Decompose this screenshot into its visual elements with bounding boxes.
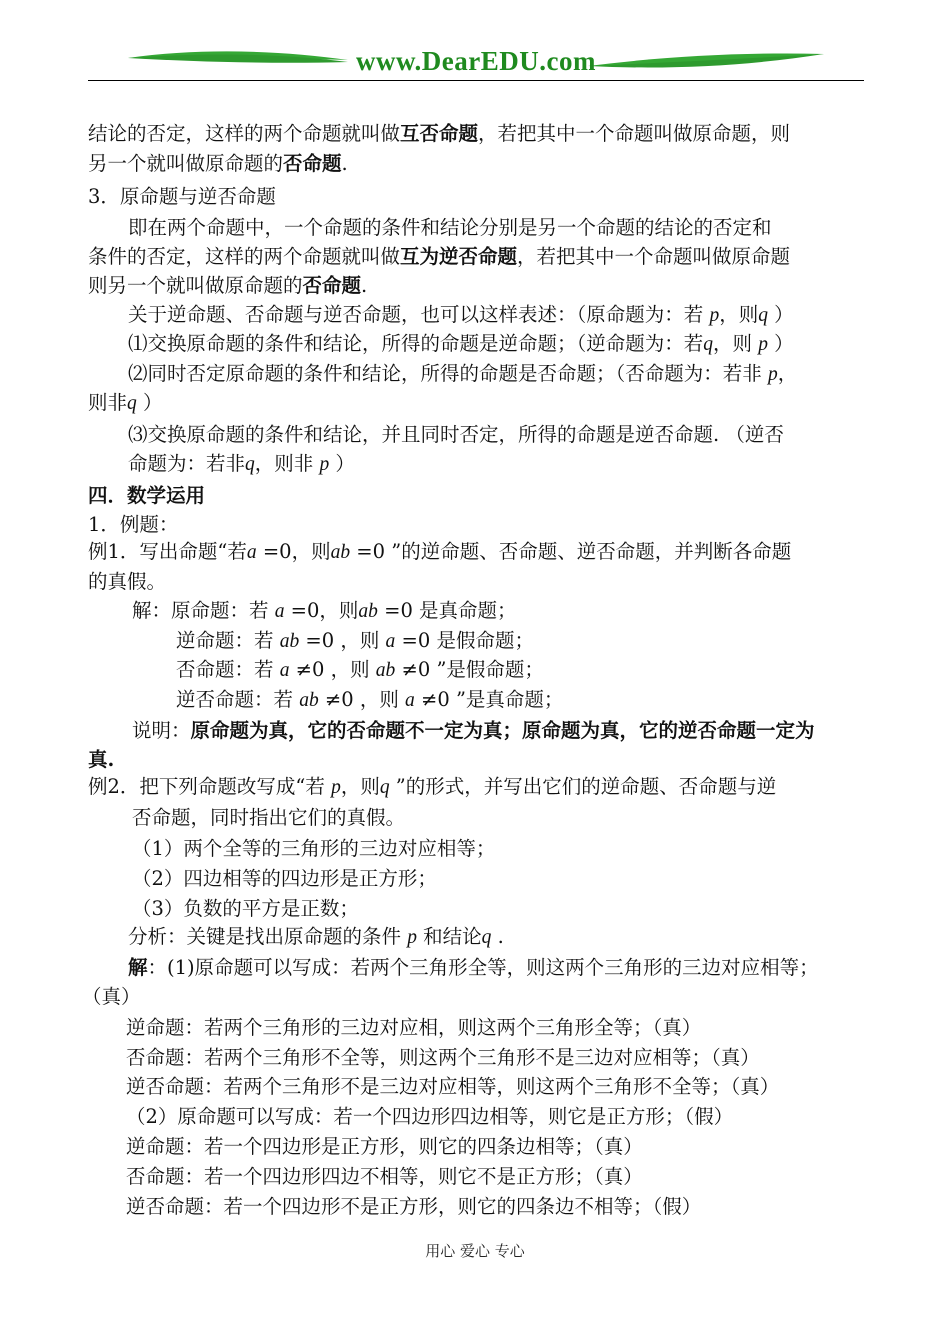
text-line: [82, 985, 141, 1009]
text-run: .: [361, 274, 368, 297]
text-run: （真）: [82, 985, 141, 1008]
text-line: [88, 122, 790, 146]
header-divider: [88, 80, 864, 81]
text-run: ，则: [713, 332, 759, 355]
math-variable: ab: [375, 660, 396, 681]
text-line: [132, 599, 517, 624]
text-run: ，则: [340, 775, 380, 798]
text-run: 则非: [88, 391, 128, 414]
text-run: ，若把其中一个命题叫做原命题，则: [478, 122, 791, 145]
text-line: [128, 332, 794, 357]
text-run: 逆否命题：若: [176, 688, 300, 711]
text-run: 条件的否定，这样的两个命题就叫做: [88, 245, 401, 268]
text-run: .: [491, 925, 504, 948]
text-line: [88, 274, 367, 298]
text-run: 命题为：若非: [128, 452, 246, 475]
text-line: [88, 775, 776, 800]
text-run: =0，则: [284, 599, 359, 622]
text-line: [126, 1075, 779, 1099]
text-line: [88, 540, 791, 565]
text-line: [132, 897, 359, 921]
bold-term: 解: [128, 956, 148, 979]
bold-term: 否命题: [283, 152, 342, 175]
text-run: ⑴交换原命题的条件和结论，所得的命题是逆命题；（逆命题为：若: [128, 332, 704, 355]
text-run: （2）四边相等的四边形是正方形；: [132, 867, 437, 890]
text-run: 否命题：若一个四边形四边不相等，则它不是正方形；（真）: [126, 1165, 643, 1188]
math-variable: ab: [358, 601, 378, 622]
math-variable: p: [331, 777, 341, 798]
text-run: 关于逆命题、否命题与逆否命题，也可以这样表述：（原命题为：若: [128, 303, 710, 326]
math-variable: p: [758, 334, 768, 355]
text-line: [128, 423, 784, 447]
text-run: 即在两个命题中，一个命题的条件和结论分别是另一个命题的结论的否定和: [128, 216, 772, 239]
math-variable: ab: [330, 542, 351, 563]
text-line: [128, 452, 355, 477]
text-line: [128, 925, 504, 950]
bold-term: 互否命题: [400, 122, 479, 145]
text-line: [132, 719, 815, 743]
text-line: [176, 688, 563, 713]
text-line: [176, 629, 534, 654]
text-run: .: [341, 152, 348, 175]
text-run: （1）两个全等的三角形的三边对应相等；: [132, 837, 496, 860]
text-run: ）: [767, 332, 794, 355]
bold-term: 四．数学运用: [88, 484, 206, 507]
math-variable: q: [481, 927, 492, 948]
text-line: [88, 185, 276, 209]
bold-term: 互为逆否命题: [400, 245, 518, 268]
bold-term: 原命题为真，它的否命题不一定为真；原命题为真，它的逆否命题一定为: [190, 719, 815, 742]
text-line: [176, 658, 544, 683]
text-run: ⑵同时否定原命题的条件和结论，所得的命题是否命题；（否命题为：若非: [128, 362, 768, 385]
text-line: [88, 513, 178, 537]
text-run: ≠0 ”是假命题；: [395, 658, 544, 681]
math-variable: a: [385, 631, 396, 652]
text-line: [88, 748, 114, 772]
math-variable: a: [279, 660, 290, 681]
text-line: [88, 245, 790, 269]
math-variable: a: [246, 542, 257, 563]
text-line: [128, 956, 819, 980]
text-line: [132, 867, 437, 891]
math-variable: q: [379, 777, 390, 798]
text-run: ：(1)原命题可以写成：若两个三角形全等，则这两个三角形的三边对应相等；: [147, 956, 819, 979]
math-variable: p: [319, 454, 330, 475]
text-run: ，若把其中一个命题叫做原命题: [517, 245, 791, 268]
text-run: ）: [136, 391, 163, 414]
math-variable: q: [758, 305, 768, 326]
text-run: 另一个就叫做原命题的: [88, 152, 284, 175]
text-run: （3）负数的平方是正数；: [132, 897, 359, 920]
text-run: 否命题：若: [176, 658, 280, 681]
text-line: [88, 570, 166, 594]
bold-term: 否命题: [302, 274, 362, 297]
text-run: 3．原命题与逆否命题: [88, 185, 276, 208]
text-run: ⑶交换原命题的条件和结论，并且同时否定，所得的命题是逆否命题. （逆否: [128, 423, 784, 446]
math-variable: ab: [279, 631, 300, 652]
math-variable: q: [245, 454, 255, 475]
text-run: =0 ，则: [299, 629, 386, 652]
text-run: ，: [777, 362, 798, 385]
text-run: 说明：: [132, 719, 191, 742]
text-run: 则另一个就叫做原命题的: [88, 274, 303, 297]
site-header: [88, 38, 864, 86]
text-run: ≠0 ，则: [289, 658, 376, 681]
text-line: [128, 362, 797, 387]
text-run: ≠0 ”是真命题；: [414, 688, 564, 711]
text-run: 分析：关键是找出原命题的条件: [128, 925, 408, 948]
math-variable: p: [407, 927, 417, 948]
text-run: 解：原命题：若: [132, 599, 275, 622]
text-line: [126, 1135, 643, 1159]
text-run: 逆否命题：若两个三角形不是三边对应相等，则这两个三角形不全等；（真）: [126, 1075, 780, 1098]
text-run: ，则非: [254, 452, 320, 475]
text-line: [126, 1046, 760, 1070]
text-line: [128, 303, 794, 328]
math-variable: q: [703, 334, 714, 355]
text-run: =0 是真命题；: [377, 599, 517, 622]
text-line: [126, 1016, 701, 1040]
math-variable: a: [405, 690, 415, 711]
text-run: 例1．写出命题“若: [88, 540, 247, 563]
math-variable: p: [767, 364, 778, 385]
text-run: ≠0 ，则: [318, 688, 406, 711]
math-variable: p: [709, 305, 720, 326]
text-line: [126, 1165, 643, 1189]
text-line: [132, 806, 405, 830]
text-run: 的真假。: [88, 570, 167, 593]
text-run: 逆命题：若两个三角形的三边对应相，则这两个三角形全等；（真）: [126, 1016, 702, 1039]
text-run: 逆否命题：若一个四边形不是正方形，则它的四条边不相等；（假）: [126, 1195, 702, 1218]
text-run: 逆命题：若一个四边形是正方形，则它的四条边相等；（真）: [126, 1135, 643, 1158]
text-line: [126, 1105, 733, 1129]
text-run: 否命题，同时指出它们的真假。: [132, 806, 406, 829]
text-run: 逆命题：若: [176, 629, 280, 652]
text-run: ，则: [719, 303, 759, 326]
text-run: =0 ”的逆命题、否命题、逆否命题，并判断各命题: [350, 540, 792, 563]
text-run: =0，则: [256, 540, 331, 563]
text-run: 和结论: [416, 925, 482, 948]
text-line: [88, 391, 162, 416]
text-run: 否命题：若两个三角形不全等，则这两个三角形不是三边对应相等；（真）: [126, 1046, 760, 1069]
text-line: [132, 837, 495, 861]
text-line: [126, 1195, 701, 1219]
site-logo[interactable]: www.DearEDU.com: [356, 46, 596, 76]
text-run: =0 是假命题；: [395, 629, 534, 652]
text-run: ）: [767, 303, 794, 326]
text-line: [128, 216, 772, 240]
page-footer: 用心 爱心 专心: [425, 1242, 525, 1260]
text-run: （2）原命题可以写成：若一个四边形四边相等，则它是正方形；（假）: [126, 1105, 734, 1128]
math-variable: ab: [299, 690, 319, 711]
text-run: 1．例题：: [88, 513, 179, 536]
math-variable: q: [127, 393, 137, 414]
text-run: 例2．把下列命题改写成“若: [88, 775, 332, 798]
math-variable: a: [274, 601, 285, 622]
text-run: 结论的否定，这样的两个命题就叫做: [88, 122, 401, 145]
text-run: ）: [329, 452, 355, 475]
bold-term: 真.: [88, 748, 115, 771]
text-line: [88, 484, 205, 508]
text-line: [88, 152, 348, 176]
text-run: ”的形式，并写出它们的逆命题、否命题与逆: [389, 775, 777, 798]
